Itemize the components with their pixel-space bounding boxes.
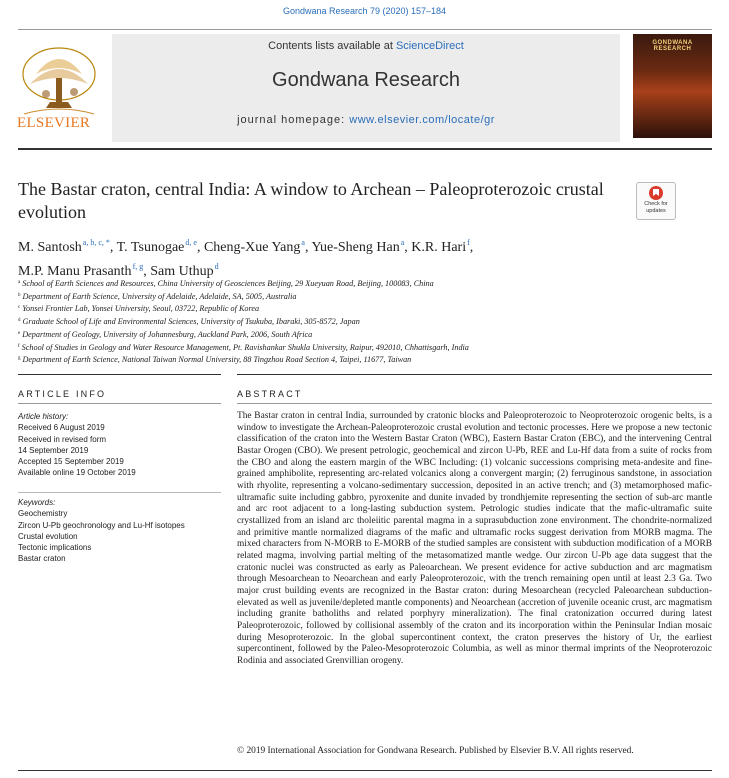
affiliation-key: a [18,280,21,285]
author-affiliation-marker[interactable]: d [214,262,219,271]
author-affiliation-marker[interactable]: f, g [132,262,144,271]
author-name[interactable]: T. Tsunogae [116,240,185,255]
keyword-item: Crustal evolution [18,531,78,541]
check-updates-line1: Check for [644,201,668,207]
history-entry: Received 6 August 2019 [18,423,105,433]
keyword-item: Geochemistry [18,509,68,519]
journal-cover-image [633,34,712,138]
abstract-subdivider [237,403,712,404]
affiliation-text: Yonsei Frontier Lab, Yonsei University, Seoul, 03722, Republic of Korea [22,304,260,314]
author-name[interactable]: Sam Uthup [150,264,214,279]
abstract-heading: ABSTRACT [237,389,303,399]
keywords-label: Keywords: [18,498,56,507]
check-updates-line2: updates [646,207,666,214]
affiliation-item [18,290,712,303]
header-divider-top [18,29,712,30]
check-for-updates-button[interactable] [636,182,676,220]
affiliation-key: d [18,318,21,324]
author-affiliation-marker[interactable]: d, e [185,238,197,247]
copyright-notice: © 2019 International Association for Gondwana Research. Published by Elsevier B.V. All rights reserved. [237,746,634,756]
contents-prefix: Contents lists available at [268,40,396,52]
journal-homepage [112,114,620,126]
article-info-subdivider [18,403,221,404]
affiliation-text: Graduate School of Life and Environmental Sciences, University of Tsukuba, Ibaraki, 305-8572, Japan [22,317,360,327]
history-label: Article history: [18,412,69,421]
abstract-body: The Bastar craton in central India, surrounded by cratonic blocks and Paleoproterozoic to Neoproterozoic orogenic belts, is a window to investigate the Archean-Paleoproterozoic crustal evolution and tectonic processes. Here we propose a new tectonic classification of the craton into the Western Bastar Craton (WBC), Eastern Bastar Craton (EBC), and the intervening Central Bastar Orogen (CBO). We present petrologic, geochemical and zircon U-Pb, REE and Lu-Hf data from a suite of rocks from the CBO and along the eastern margin of the WBC Including: (1) volcanic successions comprising meta-andesite and fine-grained amphibolite, representing arc-related volcanics along a convergent margin; (2) ferruginous sandstone, in association with rhyolite, representing a volcano-sedimentary succession, deposited in an active trench; and (3) metamorphosed mafic-ultramafic suite including gabbro, pyroxenite and dunite invaded by trondhjemite representing the section of sub-arc mantle and arc root adjacent to a long-lasting subduction system. Petrologic studies indicate that the mafic-ultramafic suite crystallized from an island arc tholeiitic parental magma in a suprasubduction zone environment. The chondrite-normalized and primitive mantle normalized diagrams of the mafic and ultramafic rocks suggest derivation from MORB magma. The mixed characters from N-MORB to E-MORB of the studied samples are consistent with subduction modification of a MORB related magma, involving partial melting of the metasomatized mantle wedge. Our zircon U-Pb age data suggest that the cratonic nuclei was constructed as early as Paleoarchean. We present evidence for active subduction and arc magmatism through Mesoarchean to Neoarchean and early Paleoproterozoic, with the trench remaining open until at least 2.3 Ga. Two major crust building events are recognized in the Bastar craton: during Mesoarchean (recycled Paleoarchean subduction-elevated as well as juvenile/depleted mantle components) and Neoarchean (accretion of juvenile oceanic crust, arc magmatism including granite batholiths and related porphyry mineralization). The final cratonization occurred during latest Paleoproterozoic, followed by collisional assembly of the craton and its incorporation within the Peninsular Indian mosaic during Mesoproterozoic. In the global supercontinent context, the craton preserves the history of Ur, the earliest supercontinent, followed by the Paleo-Mesoproterozoic Columbia, as well as minor thermal imprints of the Neoproterozoic Rodinia and associated Grenvillian orogeny. [237,411,712,667]
journal-title: Gondwana Research [272,69,460,91]
affiliation-text: School of Studies in Geology and Water Resource Management, Pt. Ravishankar Shukla University, Raipur, 492010, Chhattisgarh, India [21,342,469,352]
affiliation-item [18,277,712,290]
history-entry: Accepted 15 September 2019 [18,457,124,467]
author-name[interactable]: Yue-Sheng Han [311,240,400,255]
history-entry: Received in revised form [18,434,107,444]
cover-title: GONDWANA RESEARCH [652,40,693,52]
bookmark-icon [649,186,663,200]
author-name[interactable]: K.R. Hari [411,240,467,255]
article-history [18,411,221,479]
homepage-link[interactable]: www.elsevier.com/locate/gr [349,114,495,126]
keyword-item: Zircon U-Pb geochronology and Lu-Hf isotopes [18,520,185,530]
article-info-divider [18,374,221,375]
history-entry: Available online 19 October 2019 [18,468,136,478]
affiliation-key: e [18,330,21,336]
homepage-prefix: journal homepage: [237,114,350,126]
author-list: M. Santosh$^{a, b, c, *}$, T. Tsunogae$^{d, e}$, Cheng-Xue Yang$^a$, Yue-Sheng Han$^a$, K.R. Hari$^f$, M.P. Manu Prasanth$^{f, g}$, Sam Uthup$^d$ [18,238,474,279]
footer-divider [18,770,712,771]
author-name[interactable]: M.P. Manu Prasanth [18,264,132,279]
abstract-divider [237,374,712,375]
keywords-divider [18,492,221,493]
journal-citation[interactable]: Gondwana Research 79 (2020) 157–184 [282,6,447,16]
author-name[interactable]: M. Santosh [18,240,82,255]
author-affiliation-marker[interactable]: f [467,238,470,247]
affiliation-text: Department of Geology, University of Johannesburg, Auckland Park, 2006, South Africa [22,329,313,339]
elsevier-wordmark: ELSEVIER [17,115,91,131]
author-affiliation-marker[interactable]: a [301,238,305,247]
keyword-item: Bastar craton [18,554,66,564]
affiliation-key: c [18,305,21,311]
affiliation-item [18,302,712,315]
affiliation-text: School of Earth Sciences and Resources, China University of Geosciences Beijing, 29 Xueyuan Road, Beijing, 100083, China [22,279,434,288]
article-title: The Bastar craton, central India: A window to Archean – Paleoproterozoic crustal evolution [18,179,604,222]
journal-masthead [112,34,620,142]
author-affiliation-marker[interactable]: a [400,238,405,247]
keyword-item: Tectonic implications [18,543,92,553]
affiliation-item [18,353,712,366]
affiliation-text: Department of Earth Science, National Taiwan Normal University, 88 Tingzhou Road Section 4, Taipei, 11677, Taiwan [22,355,412,365]
keywords [18,497,221,565]
affiliation-key: g [18,356,21,362]
contents-availability [112,40,620,52]
affiliation-text: Department of Earth Science, University of Adelaide, Adelaide, SA, 5005, Australia [22,291,297,301]
sciencedirect-link[interactable]: ScienceDirect [395,40,464,52]
affiliation-item [18,315,712,328]
affiliation-key: b [18,292,21,298]
article-info-heading: ARTICLE INFO [18,389,107,399]
author-name[interactable]: Cheng-Xue Yang [203,240,301,255]
affiliation-item [18,328,712,341]
author-affiliation-marker[interactable]: a, b, c, * [82,238,110,247]
history-entry: 14 September 2019 [18,445,89,455]
header-divider-bottom [18,148,712,150]
affiliation-list [18,277,712,366]
affiliation-key: f [18,343,20,349]
affiliation-item [18,341,712,354]
